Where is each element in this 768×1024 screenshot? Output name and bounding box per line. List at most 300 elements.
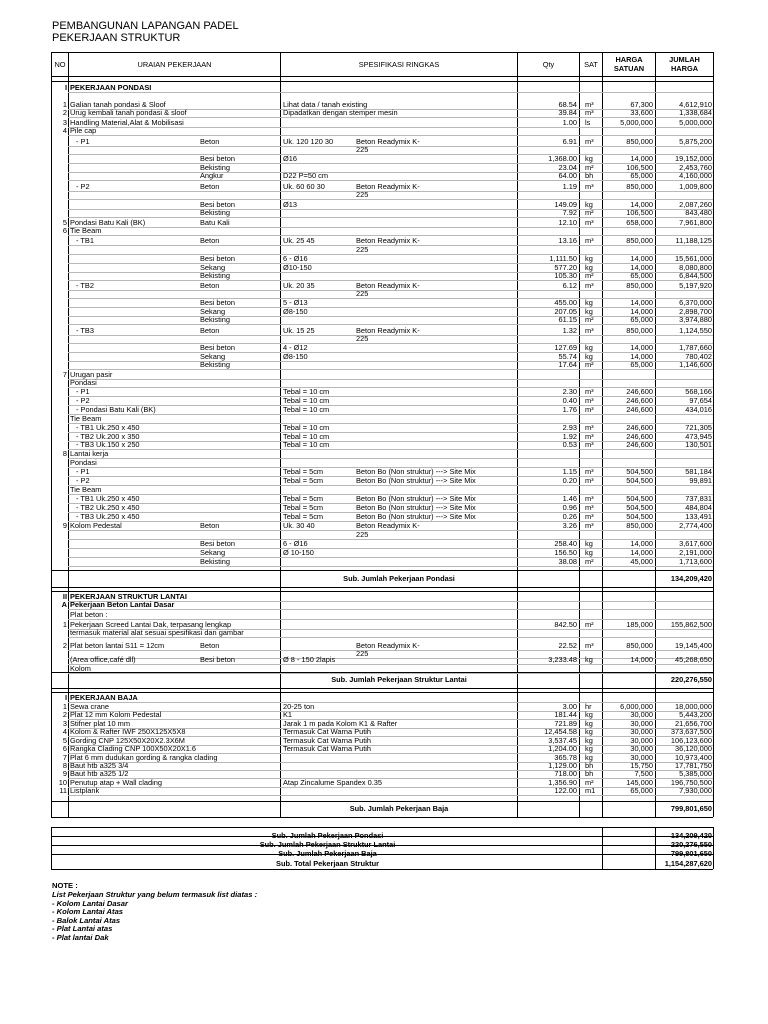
- item-unit-price: 14,000: [630, 539, 653, 548]
- row-number: 1: [62, 100, 67, 109]
- row-number: 9: [62, 521, 67, 530]
- item-total: 17,781,750: [675, 761, 712, 770]
- item-material: Bekisting: [200, 271, 230, 280]
- item-material: Besi beton: [200, 343, 235, 352]
- item-total: 19,145,400: [675, 641, 712, 650]
- item-total: 721,305: [685, 423, 712, 432]
- item-qty: 12,454.58: [544, 727, 577, 736]
- item-qty: 38.08: [558, 557, 577, 566]
- item-specification-2: 225: [356, 245, 369, 254]
- item-unit-price: 45,000: [630, 557, 653, 566]
- item-unit: ls: [585, 118, 591, 127]
- summary-total-value: 1,154,287,620: [664, 859, 712, 868]
- item-specification: Ø 8 - 150 2lapis: [283, 655, 336, 664]
- item-specification: Jarak 1 m pada Kolom K1 & Rafter: [283, 719, 398, 728]
- table-border: [51, 817, 713, 818]
- note-item: - Plat lantai Dak: [52, 933, 109, 942]
- row-divider: [68, 609, 713, 610]
- summary-value: 220,276,550: [670, 840, 712, 849]
- item-unit-price: 246,600: [626, 405, 653, 414]
- item-qty: 6.12: [562, 281, 577, 290]
- item-specification: Atap Zincalume Spandex 0.35: [283, 778, 383, 787]
- item-qty: 1.19: [562, 182, 577, 191]
- item-specification-2: 225: [356, 289, 369, 298]
- item-specification: Tebal = 5cm: [283, 494, 324, 503]
- item-specification: Tebal = 10 cm: [283, 440, 330, 449]
- item-unit-price: 5,000,000: [620, 118, 653, 127]
- item-specification-2: Beton Bo (Non struktur) ---> Site Mix: [356, 503, 476, 512]
- item-qty: 258.40: [554, 539, 577, 548]
- item-unit: bh: [585, 761, 594, 770]
- summary-value: 134,209,420: [670, 831, 712, 840]
- summary-value: 799,801,650: [670, 849, 712, 858]
- item-unit-price: 14,000: [630, 154, 653, 163]
- item-subitem: - TB1 Uk.250 x 450: [76, 494, 140, 503]
- item-unit: kg: [585, 263, 593, 272]
- item-unit-price: 30,000: [630, 753, 653, 762]
- item-total: 5,385,000: [679, 769, 712, 778]
- item-unit: kg: [585, 710, 593, 719]
- item-total: 11,188,125: [675, 236, 712, 245]
- row-divider: [68, 795, 713, 796]
- item-unit: kg: [585, 655, 593, 664]
- item-total: 4,612,910: [679, 100, 712, 109]
- subtotal-label: Sub. Jumlah Pekerjaan Struktur Lantai: [331, 675, 467, 684]
- item-qty: 105.30: [554, 271, 577, 280]
- item-specification: Tebal = 5cm: [283, 476, 324, 485]
- item-unit: kg: [585, 744, 593, 753]
- item-qty: 1,368.00: [548, 154, 577, 163]
- row-divider: [68, 135, 713, 136]
- item-description: Tie Beam: [70, 226, 102, 235]
- item-subitem: - TB3: [76, 326, 94, 335]
- item-total: 36,120,000: [675, 744, 712, 753]
- item-unit-price: 14,000: [630, 200, 653, 209]
- note-item: - Plat Lantai atas: [52, 924, 113, 933]
- col-header-harga-2: SATUAN: [613, 64, 645, 73]
- item-qty: 156.50: [554, 548, 577, 557]
- header-separator: [51, 76, 713, 77]
- item-unit-price: 65,000: [630, 315, 653, 324]
- item-total: 5,000,000: [679, 118, 712, 127]
- item-subitem: - P2: [76, 182, 90, 191]
- item-unit-price: 504,500: [626, 503, 653, 512]
- item-unit-price: 14,000: [630, 655, 653, 664]
- item-unit-price: 14,000: [630, 298, 653, 307]
- item-qty: 0.20: [562, 476, 577, 485]
- item-unit-price: 246,600: [626, 423, 653, 432]
- item-unit-price: 65,000: [630, 171, 653, 180]
- item-subitem: - P1: [76, 387, 90, 396]
- item-specification: Ø16: [283, 154, 297, 163]
- item-unit-price: 7,500: [634, 769, 653, 778]
- item-unit-price: 504,500: [626, 467, 653, 476]
- item-unit: m²: [585, 163, 594, 172]
- item-unit: m³: [585, 281, 594, 290]
- item-subitem: - TB1 Uk.250 x 450: [76, 423, 140, 432]
- item-qty: 0.26: [562, 512, 577, 521]
- item-unit: kg: [585, 539, 593, 548]
- row-number: 1: [62, 620, 67, 629]
- row-number: 10: [58, 778, 67, 787]
- item-qty: 6.91: [562, 137, 577, 146]
- item-qty: 365.78: [554, 753, 577, 762]
- row-number: 7: [62, 753, 67, 762]
- row-number: 2: [62, 641, 67, 650]
- item-unit-price: 504,500: [626, 512, 653, 521]
- item-description: Pile cap: [70, 126, 97, 135]
- item-specification: Uk. 60 60 30: [283, 182, 325, 191]
- item-unit: m³: [585, 432, 594, 441]
- row-number: A: [61, 600, 67, 609]
- item-subitem: - TB3 Uk.150 x 250: [76, 440, 140, 449]
- item-unit: m³: [585, 108, 594, 117]
- item-unit: kg: [585, 727, 593, 736]
- item-unit-price: 850,000: [626, 137, 653, 146]
- item-specification: Termasuk Cat Warna Putih: [283, 736, 372, 745]
- item-description: (Area office,café dll): [70, 655, 136, 664]
- item-qty: 1.92: [562, 432, 577, 441]
- item-unit-price: 30,000: [630, 710, 653, 719]
- item-qty: 3,233.48: [548, 655, 577, 664]
- item-subitem: - TB3 Uk.250 x 450: [76, 512, 140, 521]
- item-subitem: - P2: [76, 476, 90, 485]
- item-total: 2,191,000: [679, 548, 712, 557]
- row-number: I: [64, 693, 67, 702]
- item-qty: 718.00: [554, 769, 577, 778]
- item-material: Beton: [200, 641, 220, 650]
- item-specification: Uk. 25 45: [283, 236, 315, 245]
- item-specification: 20-25 ton: [283, 702, 315, 711]
- note-item: - Kolom Lantai Atas: [52, 907, 124, 916]
- item-qty: 12.10: [558, 218, 577, 227]
- item-qty: 0.53: [562, 440, 577, 449]
- item-specification-2: Beton Readymix K-: [356, 641, 420, 650]
- item-subitem: - TB2 Uk.200 x 350: [76, 432, 140, 441]
- item-total: 2,087,260: [679, 200, 712, 209]
- item-material: Besi beton: [200, 200, 235, 209]
- item-total: 581,184: [685, 467, 712, 476]
- summary-divider: [713, 827, 714, 869]
- item-unit-price: 106,500: [626, 163, 653, 172]
- row-divider: [68, 566, 713, 567]
- item-qty: 1.00: [562, 118, 577, 127]
- item-total: 799,801,650: [670, 804, 712, 813]
- item-unit-price: 145,000: [626, 778, 653, 787]
- item-unit-price: 65,000: [630, 786, 653, 795]
- item-unit-price: 246,600: [626, 440, 653, 449]
- row-number: II: [62, 592, 67, 601]
- document-title: PEMBANGUNAN LAPANGAN PADEL: [52, 20, 239, 32]
- item-unit: m³: [585, 423, 594, 432]
- item-qty: 22.52: [558, 641, 577, 650]
- item-unit-price: 30,000: [630, 727, 653, 736]
- row-divider: [68, 180, 713, 181]
- item-unit-price: 850,000: [626, 326, 653, 335]
- row-number: 3: [62, 118, 67, 127]
- row-number: 4: [62, 727, 67, 736]
- item-unit: m²: [585, 620, 594, 629]
- item-total: 1,787,660: [679, 343, 712, 352]
- item-material: Besi beton: [200, 154, 235, 163]
- item-description: Kolom Pedestal: [70, 521, 122, 530]
- item-unit: bh: [585, 769, 594, 778]
- item-total: 1,124,550: [679, 326, 712, 335]
- item-qty: 2.93: [562, 423, 577, 432]
- item-specification: Lihat data / tanah existing: [283, 100, 368, 109]
- item-description: Lantai kerja: [70, 449, 109, 458]
- item-qty: 1.46: [562, 494, 577, 503]
- item-total: 6,844,500: [679, 271, 712, 280]
- item-qty: 23.04: [558, 163, 577, 172]
- item-unit: kg: [585, 343, 593, 352]
- item-unit: kg: [585, 298, 593, 307]
- item-qty: 1,356.90: [548, 778, 577, 787]
- item-specification-2: Beton Readymix K-: [356, 326, 420, 335]
- item-specification: Ø10-150: [283, 263, 312, 272]
- document-subtitle: PEKERJAAN STRUKTUR: [52, 32, 181, 44]
- item-material: Batu Kali: [200, 218, 230, 227]
- item-description: Plat 12 mm Kolom Pedestal: [70, 710, 162, 719]
- item-unit: kg: [585, 200, 593, 209]
- item-material: Bekisting: [200, 208, 230, 217]
- row-divider: [68, 199, 713, 200]
- item-qty: 721.89: [554, 719, 577, 728]
- item-total: 3,974,880: [679, 315, 712, 324]
- item-qty: 1,129.00: [548, 761, 577, 770]
- item-unit: m²: [585, 360, 594, 369]
- item-total: 106,123,600: [670, 736, 712, 745]
- item-unit-price: 33,600: [630, 108, 653, 117]
- row-number: 5: [62, 736, 67, 745]
- item-material: Bekisting: [200, 360, 230, 369]
- item-unit: m²: [585, 271, 594, 280]
- item-total: 1,009,800: [679, 182, 712, 191]
- item-total: 6,370,000: [679, 298, 712, 307]
- item-total: 7,930,000: [679, 786, 712, 795]
- item-qty: 577.20: [554, 263, 577, 272]
- item-description: Kolom: [70, 664, 91, 673]
- item-specification: D22 P=50 cm: [283, 171, 328, 180]
- item-total: 1,713,600: [679, 557, 712, 566]
- item-qty: 1,111.50: [549, 254, 577, 263]
- item-unit-price: 504,500: [626, 494, 653, 503]
- item-description: Plat 6 mm dudukan gording & rangka clading: [70, 753, 218, 762]
- item-total: 155,862,500: [670, 620, 712, 629]
- item-unit: m³: [585, 476, 594, 485]
- item-description: Urug kembali tanah pondasi & sloof: [70, 108, 187, 117]
- row-divider: [68, 637, 713, 638]
- item-description: Plat beton :: [70, 610, 108, 619]
- item-description: Pekerjaan Screed Lantai Dak, terpasang lengkap: [70, 620, 232, 629]
- item-description: Pondasi: [70, 378, 97, 387]
- item-description: Baut htb a325 1/2: [70, 769, 129, 778]
- row-divider: [68, 673, 713, 674]
- item-specification: Uk. 30 40: [283, 521, 315, 530]
- item-specification-2: Beton Bo (Non struktur) ---> Site Mix: [356, 512, 476, 521]
- item-unit: m³: [585, 440, 594, 449]
- item-description: Baut htb a325 3/4: [70, 761, 129, 770]
- item-unit: m²: [585, 557, 594, 566]
- item-total: 220,276,550: [670, 675, 712, 684]
- row-number: 9: [62, 769, 67, 778]
- item-specification: Tebal = 10 cm: [283, 423, 330, 432]
- item-material: Beton: [200, 281, 220, 290]
- item-qty: 64.00: [558, 171, 577, 180]
- item-unit: m³: [585, 387, 594, 396]
- item-description: Kolom & Rafter IWF 250X125X5X8: [70, 727, 186, 736]
- item-unit: m²: [585, 208, 594, 217]
- item-material: Sekang: [200, 307, 226, 316]
- item-material: Sekang: [200, 548, 226, 557]
- item-specification: Tebal = 10 cm: [283, 387, 330, 396]
- item-qty: 0.96: [562, 503, 577, 512]
- item-specification: Uk. 15 25: [283, 326, 315, 335]
- item-qty: 127.69: [554, 343, 577, 352]
- item-total: 19,152,000: [675, 154, 712, 163]
- item-unit-price: 14,000: [630, 352, 653, 361]
- item-unit: m³: [585, 503, 594, 512]
- item-unit-price: 14,000: [630, 548, 653, 557]
- item-unit-price: 658,000: [626, 218, 653, 227]
- item-total: 780,402: [685, 352, 712, 361]
- item-material: Beton: [200, 182, 220, 191]
- item-subitem: - TB1: [76, 236, 94, 245]
- row-number: 6: [62, 744, 67, 753]
- row-number: 2: [62, 710, 67, 719]
- summary-label: Sub. Jumlah Pekerjaan Struktur Lantai: [259, 840, 396, 849]
- item-unit-price: 14,000: [630, 343, 653, 352]
- item-total: 15,561,000: [675, 254, 712, 263]
- item-subitem: - Pondasi Batu Kali (BK): [76, 405, 156, 414]
- item-unit-price: 106,500: [626, 208, 653, 217]
- item-unit-price: 30,000: [630, 736, 653, 745]
- item-description: Penutup atap + Wall clading: [70, 778, 162, 787]
- item-unit: kg: [585, 548, 593, 557]
- item-qty: 68.54: [558, 100, 577, 109]
- item-qty: 122.00: [554, 786, 577, 795]
- item-specification-2: Beton Readymix K-: [356, 236, 420, 245]
- item-total: 484,804: [685, 503, 712, 512]
- item-unit-price: 67,300: [630, 100, 653, 109]
- item-material: Besi beton: [200, 655, 235, 664]
- item-specification: Tebal = 10 cm: [283, 405, 330, 414]
- item-description: Plat beton lantai S11 = 12cm: [70, 641, 165, 650]
- row-number: 4: [62, 126, 67, 135]
- item-material: Bekisting: [200, 557, 230, 566]
- item-total: 4,160,000: [679, 171, 712, 180]
- item-unit: m³: [585, 405, 594, 414]
- col-header-no: NO: [54, 60, 66, 69]
- item-specification: Tebal = 10 cm: [283, 432, 330, 441]
- item-total: 737,831: [685, 494, 712, 503]
- item-material: Beton: [200, 137, 220, 146]
- item-qty: 1.32: [562, 326, 577, 335]
- item-description: PEKERJAAN STRUKTUR LANTAI: [70, 592, 187, 601]
- item-unit: m³: [585, 100, 594, 109]
- item-total: 8,080,800: [679, 263, 712, 272]
- summary-total-label: Sub. Total Pekerjaan Struktur: [276, 859, 379, 868]
- item-unit: m³: [585, 641, 594, 650]
- col-header-sat: SAT: [584, 60, 598, 69]
- item-specification: Ø8-150: [283, 307, 308, 316]
- item-description: Galian tanah pondasi & Sloof: [70, 100, 166, 109]
- item-material: Beton: [200, 521, 220, 530]
- item-qty: 7.92: [562, 208, 577, 217]
- item-specification: Ø 10-150: [283, 548, 314, 557]
- item-unit: m1: [585, 786, 596, 795]
- item-total: 130,501: [685, 440, 712, 449]
- item-specification: Uk. 20 35: [283, 281, 315, 290]
- row-number: 7: [62, 370, 67, 379]
- item-total: 2,774,400: [679, 521, 712, 530]
- row-number: 5: [62, 218, 67, 227]
- item-unit-price: 30,000: [630, 744, 653, 753]
- item-unit: kg: [585, 719, 593, 728]
- item-qty: 3,537.45: [548, 736, 577, 745]
- item-description: Tie Beam: [70, 485, 102, 494]
- summary-border: [51, 869, 713, 870]
- item-unit-price: 14,000: [630, 307, 653, 316]
- item-total: 843,480: [685, 208, 712, 217]
- item-total: 196,750,500: [670, 778, 712, 787]
- col-header-harga-1: HARGA: [615, 55, 643, 64]
- item-description: Sewa crane: [70, 702, 110, 711]
- item-material: Beton: [200, 326, 220, 335]
- item-specification-2: Beton Readymix K-: [356, 137, 420, 146]
- item-specification: Tebal = 5cm: [283, 467, 324, 476]
- item-qty: 1,204.00: [548, 744, 577, 753]
- item-material: Bekisting: [200, 163, 230, 172]
- item-material: Bekisting: [200, 315, 230, 324]
- row-number: 2: [62, 108, 67, 117]
- item-specification-2: 225: [356, 190, 369, 199]
- item-unit: hr: [585, 702, 592, 711]
- item-specification-2: 225: [356, 334, 369, 343]
- item-subitem: - P2: [76, 396, 90, 405]
- item-specification-2: Beton Bo (Non struktur) ---> Site Mix: [356, 467, 476, 476]
- item-description: Tie Beam: [70, 414, 102, 423]
- item-specification-2: 225: [356, 649, 369, 658]
- col-header-qty: Qty: [542, 60, 555, 69]
- note-item: - Kolom Lantai Dasar: [52, 899, 128, 908]
- header-separator: [51, 81, 713, 82]
- item-unit-price: 246,600: [626, 432, 653, 441]
- item-total: 133,491: [685, 512, 712, 521]
- row-divider: [68, 324, 713, 325]
- item-unit: m³: [585, 137, 594, 146]
- item-specification: Tebal = 5cm: [283, 512, 324, 521]
- item-total: 10,973,400: [675, 753, 712, 762]
- item-subitem: - P1: [76, 137, 90, 146]
- item-total: 18,000,000: [675, 702, 712, 711]
- item-unit: m³: [585, 218, 594, 227]
- item-total: 434,016: [685, 405, 712, 414]
- item-qty: 455.00: [554, 298, 577, 307]
- row-number: 1: [62, 702, 67, 711]
- item-specification: Tebal = 10 cm: [283, 396, 330, 405]
- note-intro: List Pekerjaan Struktur yang belum termasuk list diatas :: [52, 890, 258, 899]
- item-unit: m³: [585, 512, 594, 521]
- item-total: 45,268,650: [675, 655, 712, 664]
- item-qty: 2.30: [562, 387, 577, 396]
- item-specification: Termasuk Cat Warna Putih: [283, 744, 372, 753]
- row-number: 6: [62, 226, 67, 235]
- item-subitem: - P1: [76, 467, 90, 476]
- item-material: Besi beton: [200, 539, 235, 548]
- item-description: PEKERJAAN BAJA: [70, 693, 138, 702]
- item-specification-2: Beton Bo (Non struktur) ---> Site Mix: [356, 494, 476, 503]
